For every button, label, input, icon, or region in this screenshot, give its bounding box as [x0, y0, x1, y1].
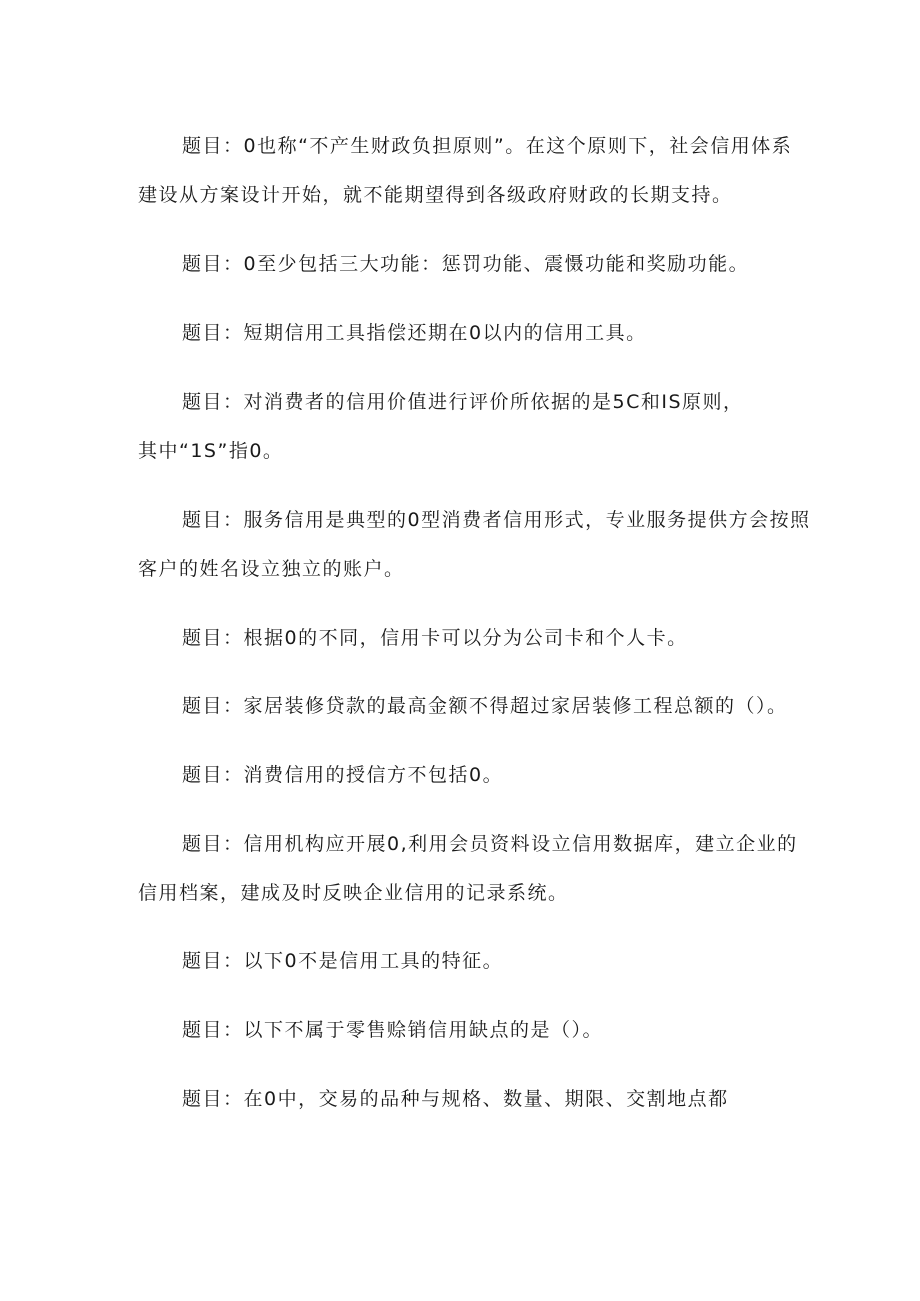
- question-line: 题目：在0中，交易的品种与规格、数量、期限、交割地点都: [182, 1088, 729, 1110]
- question-line: 建设从方案设计开始，就不能期望得到各级政府财政的长期支持。: [138, 184, 733, 206]
- question-line: 题目：以下0不是信用工具的特征。: [182, 950, 504, 972]
- question-line: 信用档案，建成及时反映企业信用的记录系统。: [138, 882, 569, 904]
- question-line: 题目：信用机构应开展0,利用会员资料设立信用数据库，建立企业的: [182, 833, 798, 855]
- question-line: 客户的姓名设立独立的账户。: [138, 558, 405, 580]
- question-line: 题目：消费信用的授信方不包括0。: [182, 764, 504, 786]
- question-line: 题目：家居装修贷款的最高金额不得超过家居装修工程总额的（）。: [182, 695, 788, 717]
- question-line: 题目：短期信用工具指偿还期在0以内的信用工具。: [182, 322, 647, 344]
- question-line: 题目：根据0的不同，信用卡可以分为公司卡和个人卡。: [182, 627, 688, 649]
- question-line: 题目：服务信用是典型的0型消费者信用形式，专业服务提供方会按照: [182, 509, 811, 531]
- question-line: 题目：对消费者的信用价值进行评价所依据的是5C和IS原则，: [182, 391, 744, 413]
- question-line: 其中“1S”指0。: [138, 440, 284, 462]
- question-line: 题目：以下不属于零售赊销信用缺点的是（）。: [182, 1019, 604, 1041]
- question-line: 题目：0也称“不产生财政负担原则”。在这个原则下，社会信用体系: [182, 135, 793, 157]
- question-line: 题目：0至少包括三大功能：惩罚功能、震慑功能和奖励功能。: [182, 253, 750, 275]
